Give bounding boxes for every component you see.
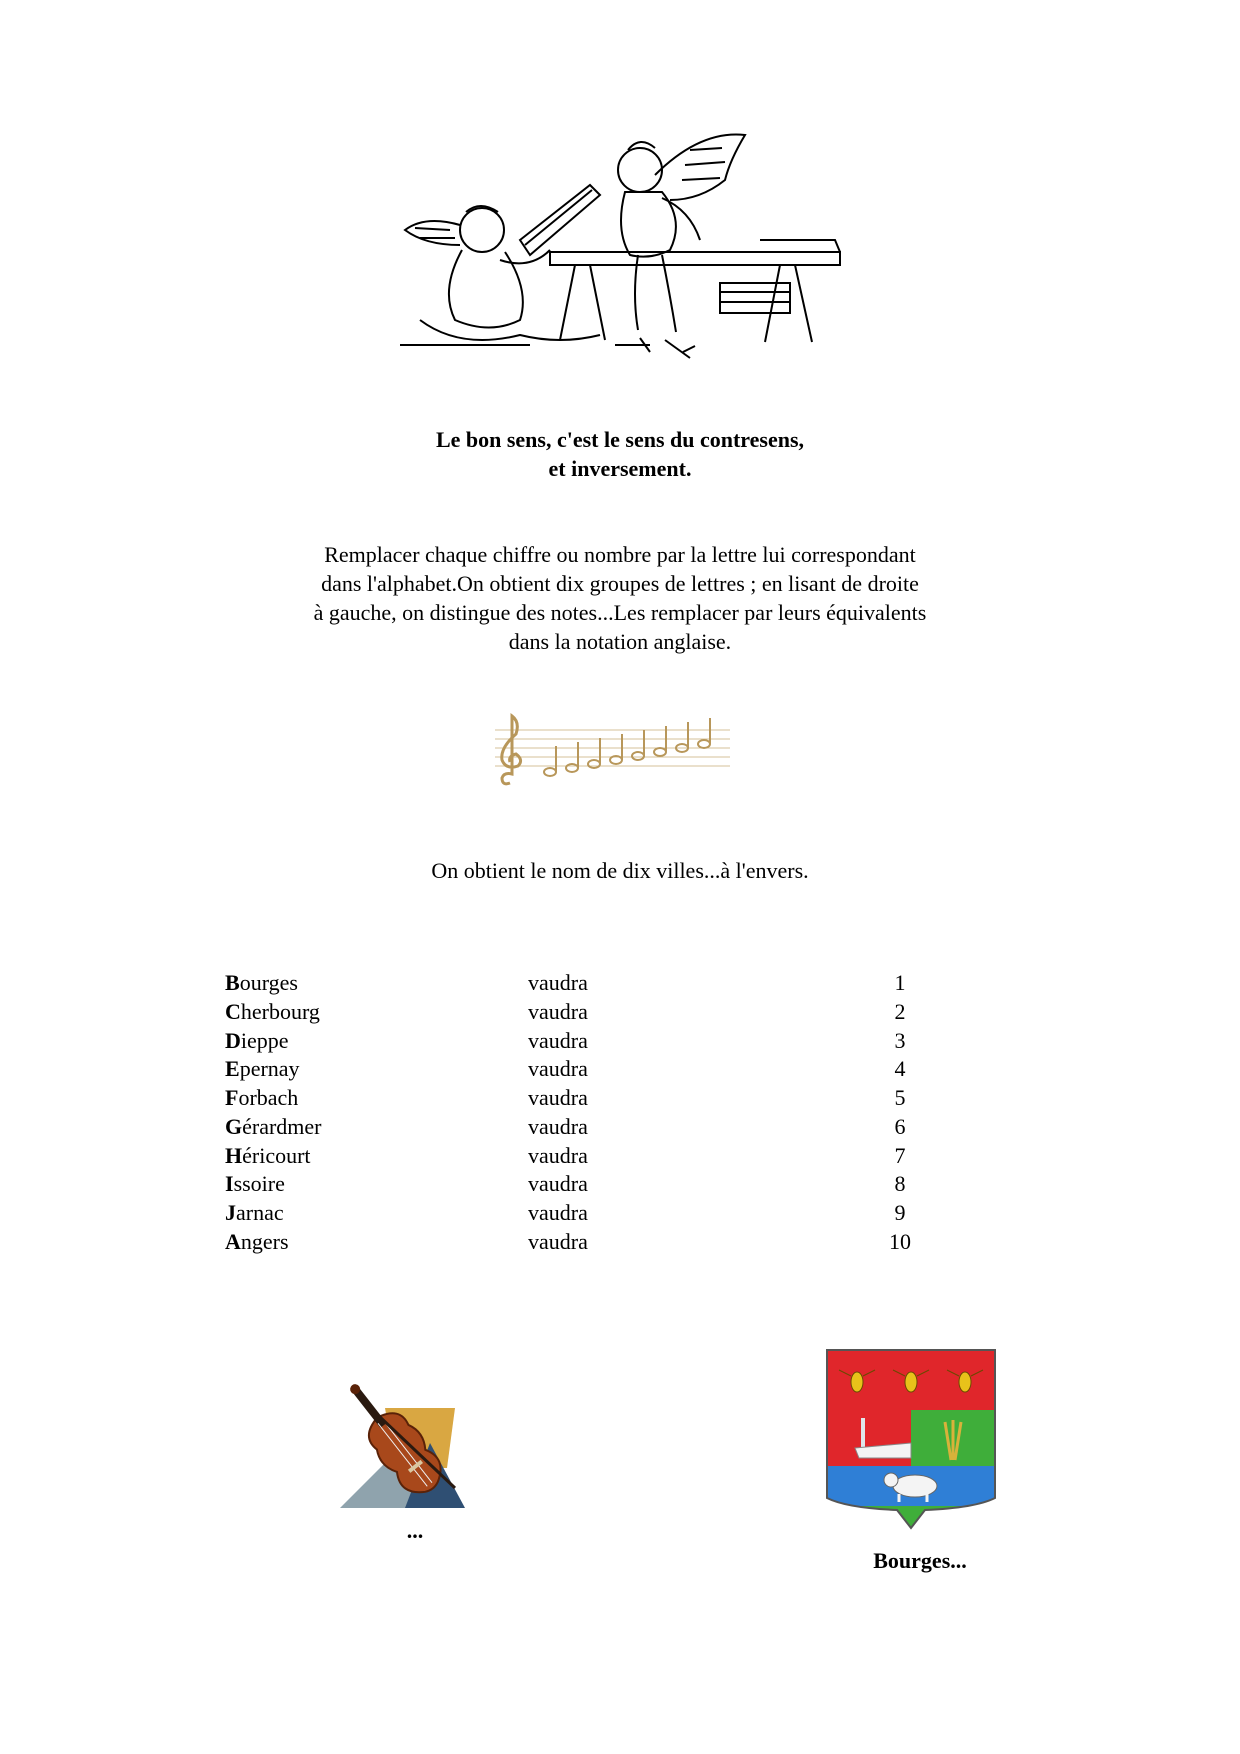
instruction-line: dans l'alphabet.On obtient dix groupes de lettres ; en lisant de droite [321, 571, 919, 596]
verb-label: vaudra [528, 999, 588, 1024]
city-name: Bourges [225, 970, 298, 995]
city-value: 10 [889, 1229, 911, 1254]
crest-caption: Bourges... [873, 1548, 967, 1573]
verb-label: vaudra [528, 1200, 588, 1225]
city-value: 3 [894, 1028, 906, 1053]
city-value: 8 [894, 1171, 906, 1196]
city-value: 7 [894, 1143, 906, 1168]
city-name: Issoire [225, 1171, 285, 1196]
city-value: 1 [894, 970, 906, 995]
city-value: 5 [894, 1085, 906, 1110]
city-name: Dieppe [225, 1028, 289, 1053]
table-row [0, 1227, 1240, 1256]
city-name: Epernay [225, 1056, 300, 1081]
city-name: Forbach [225, 1085, 299, 1110]
city-value: 6 [894, 1114, 906, 1139]
instruction-line: à gauche, on distingue des notes...Les remplacer par leurs équivalents [313, 600, 927, 625]
city-name: Gérardmer [225, 1114, 322, 1139]
city-name: Angers [225, 1229, 289, 1254]
instruction-line: Remplacer chaque chiffre ou nombre par la lettre lui correspondant [324, 542, 916, 567]
page-title [0, 425, 1240, 483]
table-row [0, 997, 1240, 1026]
table-row [0, 1112, 1240, 1141]
result-text: On obtient le nom de dix villes...à l'envers. [431, 858, 809, 883]
city-value: 9 [894, 1200, 906, 1225]
instructions-paragraph [0, 540, 1240, 656]
treble-clef-staff-icon [490, 708, 740, 790]
cherubs-engraving [400, 120, 850, 365]
city-name: Jarnac [225, 1200, 284, 1225]
title-line-2: et inversement. [548, 456, 692, 481]
verb-label: vaudra [528, 1143, 588, 1168]
instruction-line: dans la notation anglaise. [508, 629, 732, 654]
violin-caption: ... [406, 1518, 424, 1543]
title-line-1: Le bon sens, c'est le sens du contresens, [435, 427, 805, 452]
city-value: 2 [894, 999, 906, 1024]
table-row [0, 1026, 1240, 1055]
verb-label: vaudra [528, 970, 588, 995]
table-row [0, 968, 1240, 997]
table-row [0, 1198, 1240, 1227]
verb-label: vaudra [528, 1028, 588, 1053]
bourges-coat-of-arms [825, 1348, 997, 1538]
verb-label: vaudra [528, 1085, 588, 1110]
table-row [0, 1083, 1240, 1112]
city-value: 4 [894, 1056, 906, 1081]
cities-table [0, 968, 1240, 1268]
city-name: Héricourt [225, 1143, 311, 1168]
verb-label: vaudra [528, 1056, 588, 1081]
verb-label: vaudra [528, 1229, 588, 1254]
violin-icon [335, 1368, 475, 1513]
table-row [0, 1141, 1240, 1170]
verb-label: vaudra [528, 1171, 588, 1196]
verb-label: vaudra [528, 1114, 588, 1139]
table-row [0, 1054, 1240, 1083]
city-name: Cherbourg [225, 999, 320, 1024]
table-row [0, 1169, 1240, 1198]
